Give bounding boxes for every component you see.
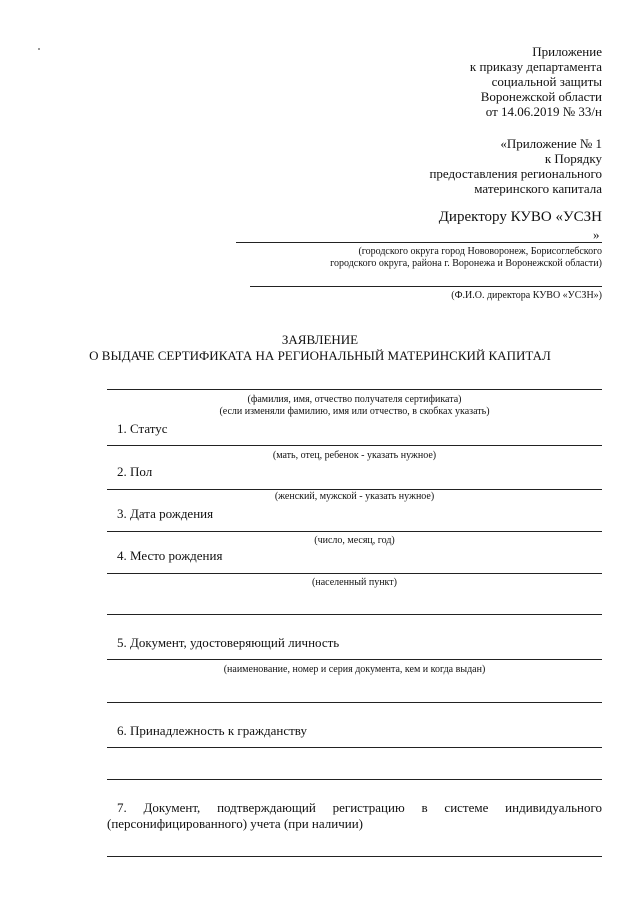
birthplace-hint: (населенный пункт) <box>312 577 397 588</box>
doc-title: ЗАЯВЛЕНИЕ <box>281 332 359 347</box>
id-doc-label: 5. Документ, удостоверяющий личность <box>117 635 340 650</box>
appendix-header <box>342 44 602 119</box>
appendix-line: Приложение <box>532 44 602 59</box>
appendix-1-block <box>342 136 602 196</box>
citizenship-label: 6. Принадлежность к гражданству <box>117 723 307 738</box>
scan-speck <box>38 48 40 50</box>
doc-subtitle: О ВЫДАЧЕ СЕРТИФИКАТА НА РЕГИОНАЛЬНЫЙ МАТЕРИНСКИЙ КАПИТАЛ <box>89 348 551 363</box>
registration-label-line-2: (персонифицированного) учета (при наличии) <box>107 816 364 831</box>
director-name-hint: (Ф.И.О. директора КУВО «УСЗН») <box>451 290 602 301</box>
citizenship-line <box>107 747 602 748</box>
director-org-hint <box>242 246 602 270</box>
registration-line <box>107 856 602 857</box>
status-label: 1. Статус <box>117 421 168 436</box>
appendix-1-line: материнского капитала <box>474 181 602 196</box>
director-quote-close: » <box>593 227 600 242</box>
director-org-line <box>236 242 602 243</box>
director-org-hint-line: городского округа, района г. Воронежа и Воронежской области) <box>330 258 602 269</box>
appendix-line: к приказу департамента <box>469 59 602 74</box>
id-doc-line-2 <box>107 702 602 703</box>
registration-word: регистрацию <box>332 800 405 815</box>
citizenship-line-2 <box>107 779 602 780</box>
appendix-1-line: «Приложение № 1 <box>500 136 602 151</box>
status-line <box>107 445 602 446</box>
birthdate-line <box>107 531 602 532</box>
director-title: Директору КУВО «УСЗН <box>438 209 602 225</box>
applicant-hint-1: (фамилия, имя, отчество получателя сертификата) <box>247 394 462 405</box>
birthplace-line-2 <box>107 614 602 615</box>
appendix-1-line: предоставления регионального <box>429 166 602 181</box>
applicant-name-line <box>107 389 602 390</box>
director-name-line <box>250 286 602 287</box>
sex-hint: (женский, мужской - указать нужное) <box>274 491 435 502</box>
sex-line <box>107 489 602 490</box>
appendix-line: Воронежской области <box>480 89 602 104</box>
registration-word: 7. <box>117 800 127 815</box>
appendix-1-line: к Порядку <box>544 151 602 166</box>
birthdate-hint: (число, месяц, год) <box>314 535 395 546</box>
sex-label: 2. Пол <box>117 464 153 479</box>
registration-word: системе <box>444 800 489 815</box>
appendix-line: социальной защиты <box>491 74 602 89</box>
appendix-line: от 14.06.2019 № 33/н <box>485 104 602 119</box>
id-doc-hint: (наименование, номер и серия документа, кем и когда выдан) <box>223 664 486 675</box>
id-doc-line <box>107 659 602 660</box>
registration-word: подтверждающий <box>217 800 316 815</box>
registration-word: индивидуального <box>505 800 602 815</box>
applicant-hint-2: (если изменяли фамилию, имя или отчество, в скобках указать) <box>219 406 490 417</box>
birthplace-line <box>107 573 602 574</box>
registration-label-line-1 <box>117 800 602 815</box>
registration-word: Документ, <box>143 800 201 815</box>
director-org-hint-line: (городского округа город Нововоронеж, Борисоглебского <box>358 246 602 257</box>
status-hint: (мать, отец, ребенок - указать нужное) <box>272 450 437 461</box>
birthplace-label: 4. Место рождения <box>117 548 223 563</box>
registration-word: в <box>421 800 428 815</box>
birthdate-label: 3. Дата рождения <box>117 506 214 521</box>
